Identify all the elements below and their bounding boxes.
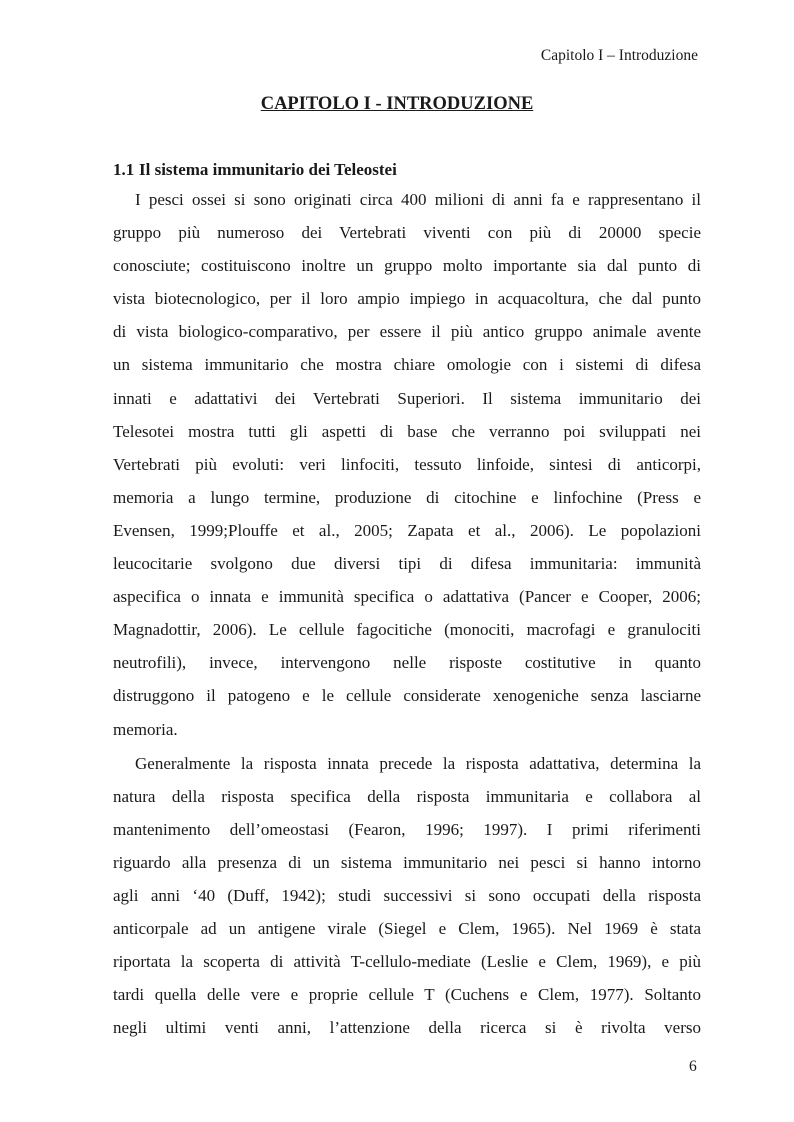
text-line: gruppo più numeroso dei Vertebrati viventi con più di 20000 specie <box>113 223 701 243</box>
running-header: Capitolo I – Introduzione <box>540 47 698 64</box>
text-line: Generalmente la risposta innata precede la risposta adattativa, determina la <box>135 753 701 773</box>
text-line: innati e adattativi dei Vertebrati Superiori. Il sistema immunitario dei <box>113 388 701 408</box>
text-line: agli anni ‘40 (Duff, 1942); studi successivi si sono occupati della risposta <box>113 885 701 905</box>
text-line: Telesotei mostra tutti gli aspetti di base che verranno poi sviluppati nei <box>113 421 701 441</box>
text-line: anticorpale ad un antigene virale (Siegel e Clem, 1965). Nel 1969 è stata <box>113 919 701 939</box>
text-line: conosciute; costituiscono inoltre un gruppo molto importante sia dal punto di <box>113 256 701 276</box>
text-line: natura della risposta specifica della risposta immunitaria e collabora al <box>113 786 701 806</box>
text-line: riguardo alla presenza di un sistema immunitario nei pesci si hanno intorno <box>113 852 701 872</box>
text-line: distruggono il patogeno e le cellule considerate xenogeniche senza lasciarne <box>113 686 701 706</box>
text-line: riportata la scoperta di attività T-cellulo-mediate (Leslie e Clem, 1969), e più <box>113 952 701 972</box>
section-number: 1.1 <box>113 160 135 179</box>
paragraph-1 <box>113 183 701 746</box>
text-line: di vista biologico-comparativo, per essere il più antico gruppo animale avente <box>113 322 701 342</box>
text-line: memoria. <box>113 719 178 739</box>
text-line: memoria a lungo termine, produzione di citochine e linfochine (Press e <box>113 487 701 507</box>
text-line: Vertebrati più evoluti: veri linfociti, tessuto linfoide, sintesi di anticorpi, <box>113 454 701 474</box>
text-line: un sistema immunitario che mostra chiare omologie con i sistemi di difesa <box>113 355 701 375</box>
chapter-title: CAPITOLO I - INTRODUZIONE <box>260 94 534 114</box>
text-line: tardi quella delle vere e proprie cellule T (Cuchens e Clem, 1977). Soltanto <box>113 985 701 1005</box>
text-line: vista biotecnologico, per il loro ampio impiego in acquacoltura, che dal punto <box>113 289 701 309</box>
section-title: Il sistema immunitario dei Teleostei <box>139 160 397 179</box>
text-line: neutrofili), invece, intervengono nelle risposte costitutive in quanto <box>113 653 701 673</box>
section-heading <box>113 160 397 180</box>
text-line: Evensen, 1999;Plouffe et al., 2005; Zapata et al., 2006). Le popolazioni <box>113 520 701 540</box>
text-line: mantenimento dell’omeostasi (Fearon, 1996; 1997). I primi riferimenti <box>113 819 701 839</box>
body-text <box>113 183 701 1044</box>
paragraph-2 <box>113 747 701 1045</box>
page-number: 6 <box>689 1058 697 1075</box>
text-line: aspecifica o innata e immunità specifica o adattativa (Pancer e Cooper, 2006; <box>113 587 701 607</box>
text-line: leucocitarie svolgono due diversi tipi di difesa immunitaria: immunità <box>113 554 701 574</box>
text-line: negli ultimi venti anni, l’attenzione della ricerca si è rivolta verso <box>113 1018 701 1038</box>
text-line: I pesci ossei si sono originati circa 400 milioni di anni fa e rappresentano il <box>135 190 701 209</box>
text-line: Magnadottir, 2006). Le cellule fagocitiche (monociti, macrofagi e granulociti <box>113 620 701 640</box>
